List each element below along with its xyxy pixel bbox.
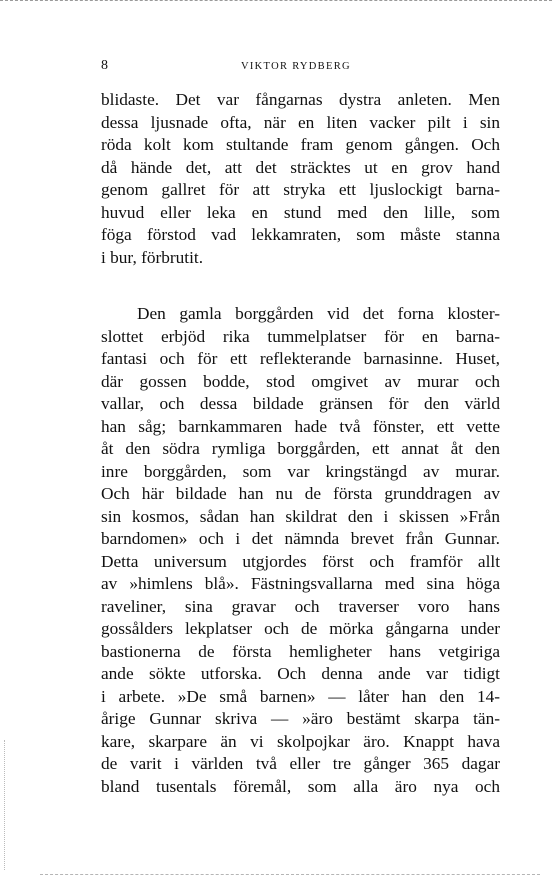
text-line: Den gamla borggården vid det forna kloster-	[137, 304, 500, 323]
text-line: i bur, förbrutit.	[101, 247, 204, 267]
text-line: barndomen» och i det nämnda brevet från Gunnar.	[101, 529, 500, 548]
text-line: ande sökte utforska. Och denna ande var tidigt	[101, 664, 500, 683]
page-number: 8	[101, 58, 108, 73]
text-line: där gossen bodde, stod omgivet av murar och	[101, 371, 500, 391]
text-line: vallar, och dessa bildade gränsen för den värld	[101, 394, 500, 413]
text-line: dessa ljusnade ofta, när en liten vacker pilt i sin	[101, 112, 500, 132]
text-line: i arbete. »De små barnen» — låter han den 14-	[101, 686, 500, 706]
text-line: gossålders lekplatser och de mörka gångarna under	[101, 619, 500, 638]
text-line: inre borggården, som var kringstängd av murar.	[101, 461, 500, 481]
page-bottom-edge	[40, 873, 540, 875]
paragraph-spacing	[101, 269, 500, 303]
text-line: huvud eller leka en stund med den lille, som	[101, 202, 500, 222]
text-line: blidaste. Det var fångarnas dystra anleten. Men	[101, 90, 500, 109]
text-line: röda kolt kom stultande fram genom gången. Och	[101, 135, 500, 154]
text-line: fantasi och för ett reflekterande barnasinne. Huset,	[101, 349, 500, 368]
text-line: genom gallret för att stryka ett ljuslockigt barna-	[101, 180, 500, 199]
text-line: sin kosmos, sådan han skildrat den i skissen »Från	[101, 506, 500, 526]
text-line: raveliner, sina gravar och traverser voro hans	[101, 596, 500, 616]
text-line: Och här bildade han nu de första grunddragen av	[101, 484, 500, 503]
text-line: bastionerna de första hemligheter hans vetgiriga	[101, 641, 500, 661]
text-line: föga förstod vad lekkamraten, som måste stanna	[101, 225, 500, 244]
body-text	[101, 89, 500, 798]
text-line: åt den södra rymliga borggården, ett annat åt den	[101, 439, 500, 458]
text-line: bland tusentals föremål, som alla äro nya och	[101, 776, 500, 796]
text-line: då hände det, att det sträcktes ut en grov hand	[101, 157, 500, 177]
text-line: kare, skarpare än vi skolpojkar äro. Knappt hava	[101, 731, 500, 751]
text-line: årige Gunnar skriva — »äro bestämt skarpa tän-	[101, 709, 500, 728]
text-line: Detta universum utgjordes först och framför allt	[101, 551, 500, 571]
page-header	[101, 58, 500, 78]
page-top-edge	[0, 0, 552, 3]
scan-edge-speckle	[4, 740, 6, 870]
paragraph-2	[101, 303, 500, 798]
running-head: VIKTOR RYDBERG	[241, 61, 351, 72]
text-line: de varit i världen två eller tre gånger 365 dagar	[101, 754, 500, 773]
paragraph-1	[101, 89, 500, 269]
text-line: slottet erbjöd rika tummelplatser för en barna-	[101, 326, 500, 346]
text-line: av »himlens blå». Fästningsvallarna med sina höga	[101, 574, 500, 593]
text-line: han såg; barnkammaren hade två fönster, ett vette	[101, 416, 500, 436]
